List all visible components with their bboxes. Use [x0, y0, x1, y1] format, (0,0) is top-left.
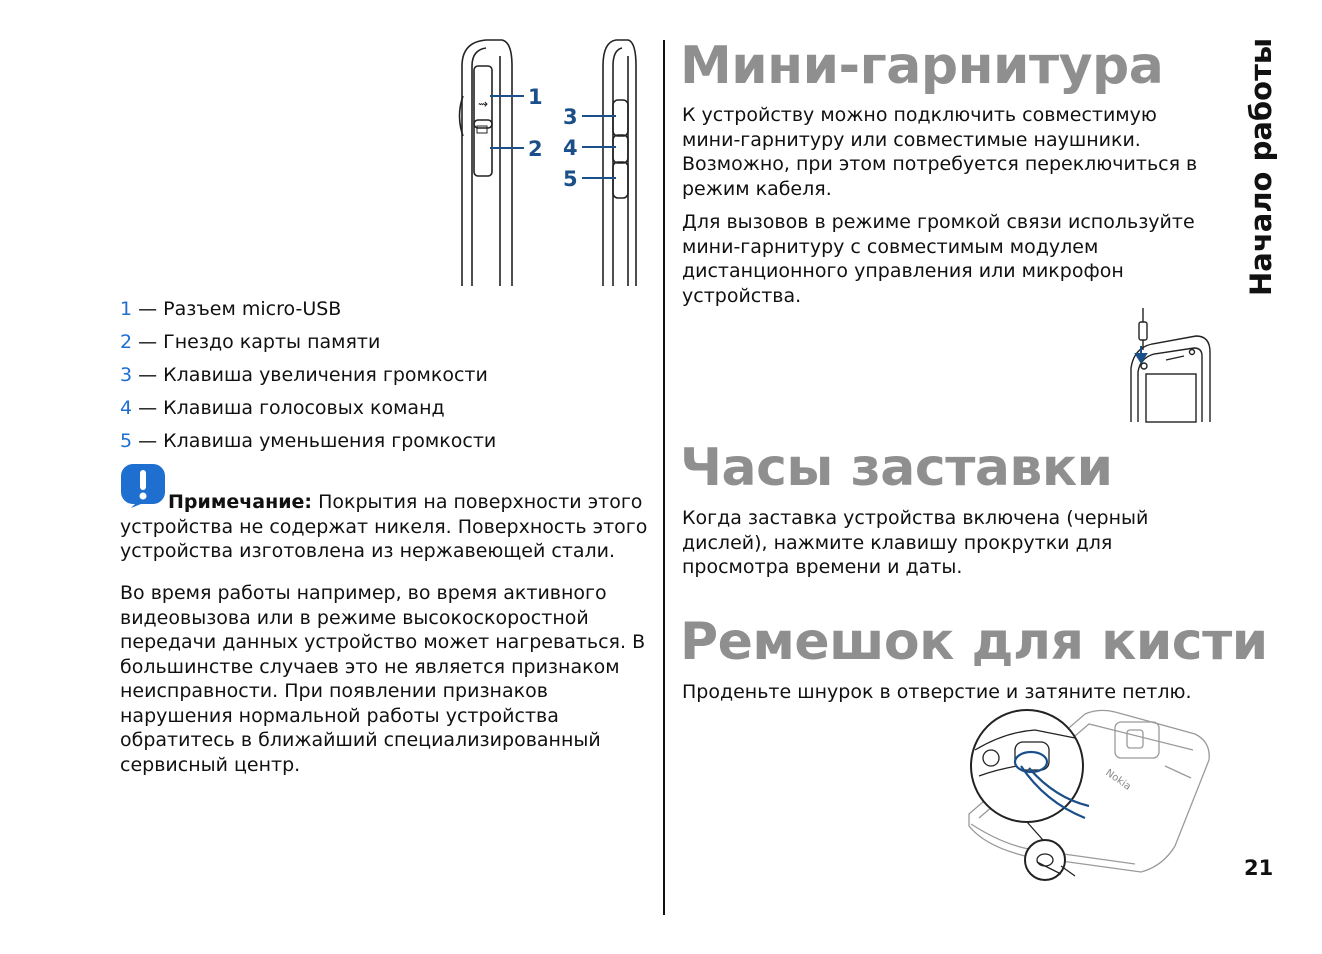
headset-paragraph-2: Для вызовов в режиме громкой связи используйте мини-гарнитуру с совместимым модулем дистанционного управления или микрофон устройства.	[682, 211, 1195, 307]
callout-1: 1	[528, 85, 543, 109]
heading-headset: Мини-гарнитура	[680, 36, 1164, 96]
callout-2: 2	[528, 137, 543, 161]
wrist-strap-figure	[965, 706, 1215, 882]
note-text: Примечание: Покрытия на поверхности этого устройства не содержат никеля. Поверхность этого устройства изготовлена из нержавеющей стали.	[120, 491, 648, 562]
headset-figure	[1126, 308, 1216, 422]
legend-item: 3 — Клавиша увеличения громкости	[120, 364, 488, 386]
strap-paragraph: Проденьте шнурок в отверстие и затяните петлю.	[682, 681, 1192, 703]
legend-item: 2 — Гнездо карты памяти	[120, 331, 381, 353]
callout-5: 5	[563, 167, 578, 191]
heading-strap: Ремешок для кисти	[680, 612, 1268, 672]
note-label: Примечание:	[168, 491, 313, 513]
legend-item: 5 — Клавиша уменьшения громкости	[120, 430, 497, 452]
callout-3: 3	[563, 105, 578, 129]
chapter-side-title: Начало работы	[1244, 37, 1278, 296]
svg-text:Nokia: Nokia	[1103, 767, 1133, 793]
figure-legend	[120, 293, 496, 458]
legend-item: 4 — Клавиша голосовых команд	[120, 397, 445, 419]
heat-paragraph: Во время работы например, во время активного видеовызова или в режиме высокоскоростной передачи данных устройство может нагреваться. В большинстве случаев это не является признаком неисправности. При появлении признаков нарушения нормальной работы устройства обратитесь в ближайший специализированный сервисный центр.	[120, 582, 646, 776]
legend-item: 1 — Разъем micro-USB	[120, 298, 342, 320]
device-side-figure	[440, 36, 670, 286]
callout-4: 4	[563, 136, 578, 160]
clock-paragraph: Когда заставка устройства включена (черный дислей), нажмите клавишу прокрутки для просмотра времени и даты.	[682, 507, 1149, 578]
headset-paragraph-1: К устройству можно подключить совместимую мини-гарнитуру или совместимые наушники. Возможно, при этом потребуется переключиться в режим кабеля.	[682, 104, 1198, 200]
page-number: 21	[1244, 856, 1274, 880]
svg-text:⇝: ⇝	[478, 97, 489, 111]
heading-clock: Часы заставки	[680, 438, 1113, 498]
